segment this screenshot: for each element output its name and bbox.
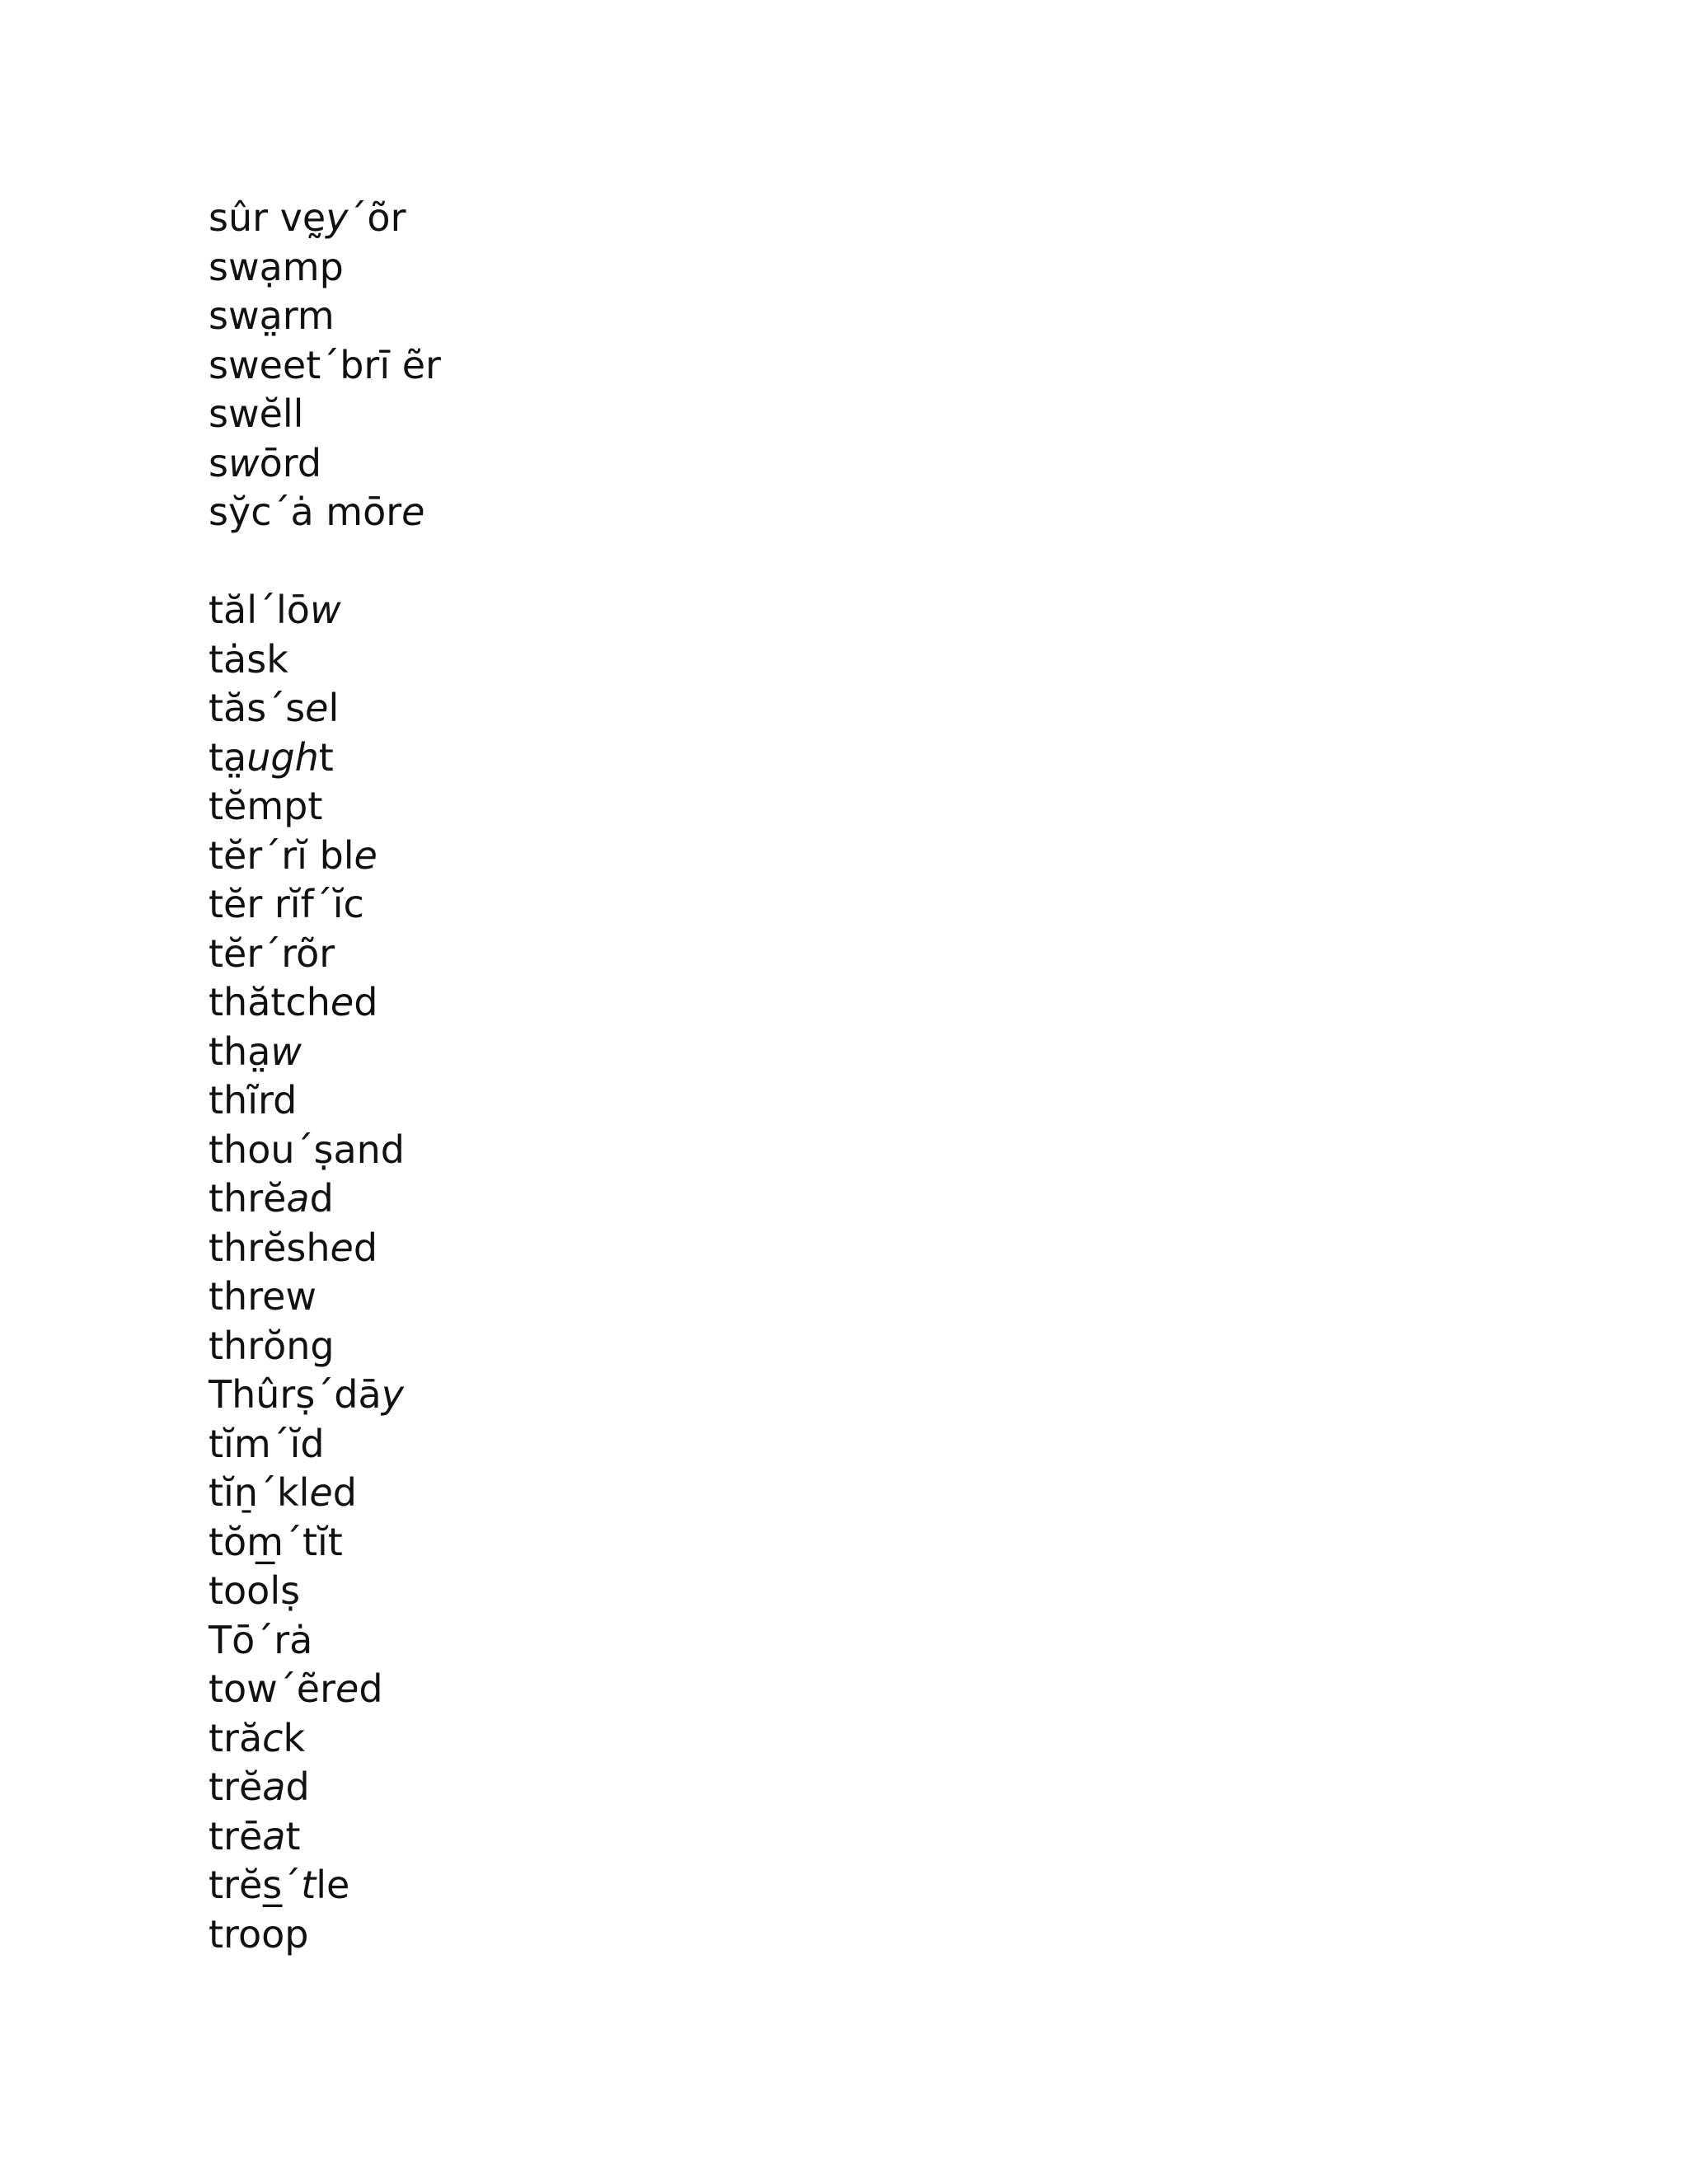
word-entry: Thûrṣ´dāy [209,1372,404,1417]
word-entry: tĕr´rĭ ble [209,832,377,878]
word-entry: toolṣ [209,1568,301,1613]
group-spacer [209,537,950,587]
word-entry: tow´ẽred [209,1666,383,1711]
word-entry: thătched [209,980,378,1024]
word-entry: trĕad [209,1765,310,1809]
word-entry: tĕmpt [209,784,323,828]
word-entry: tĭm´ĭd [209,1421,325,1466]
word-entry: sweet´brī ẽr [209,342,441,387]
word-entry: swa̤rm [209,293,335,338]
word-entry: tĕr rĭf´ĭc [209,882,364,926]
word-entry: thĩrd [209,1078,298,1122]
word-entry: swạmp [209,244,344,289]
word-entry: trēat [209,1813,301,1858]
word-entry: thrŏng [209,1323,335,1368]
word-group-s [209,194,950,537]
word-entry: tĕr´rõr [209,930,335,976]
word-entry: trĕs̲´tle [209,1863,350,1907]
word-entry: tĭn̠´kled [209,1470,357,1515]
word-entry: sy̆c´ȧ mōre [209,490,425,534]
word-entry: tȧsk [209,636,288,682]
word-entry: Tō´rȧ [209,1617,313,1662]
word-entry: swĕll [209,391,304,436]
word-entry: ta̤ught [209,734,334,780]
word-entry: tăl´lōw [209,588,341,632]
word-entry: tha̤w [209,1029,302,1074]
word-entry: swōrd [209,440,322,485]
word-entry: thou´ṣand [209,1127,405,1172]
word-entry: tŏm̲´tĭt [209,1519,343,1564]
word-entry: trăck [209,1715,306,1760]
word-entry: tăs´sel [209,686,340,730]
word-entry: sûr vḛy´õr [209,195,406,240]
word-group-t [209,586,950,1959]
word-entry: threw [209,1274,317,1319]
word-list [209,194,950,1959]
word-entry: troop [209,1911,309,1957]
word-entry: thrĕad [209,1176,334,1221]
word-entry: thrĕshed [209,1225,378,1270]
